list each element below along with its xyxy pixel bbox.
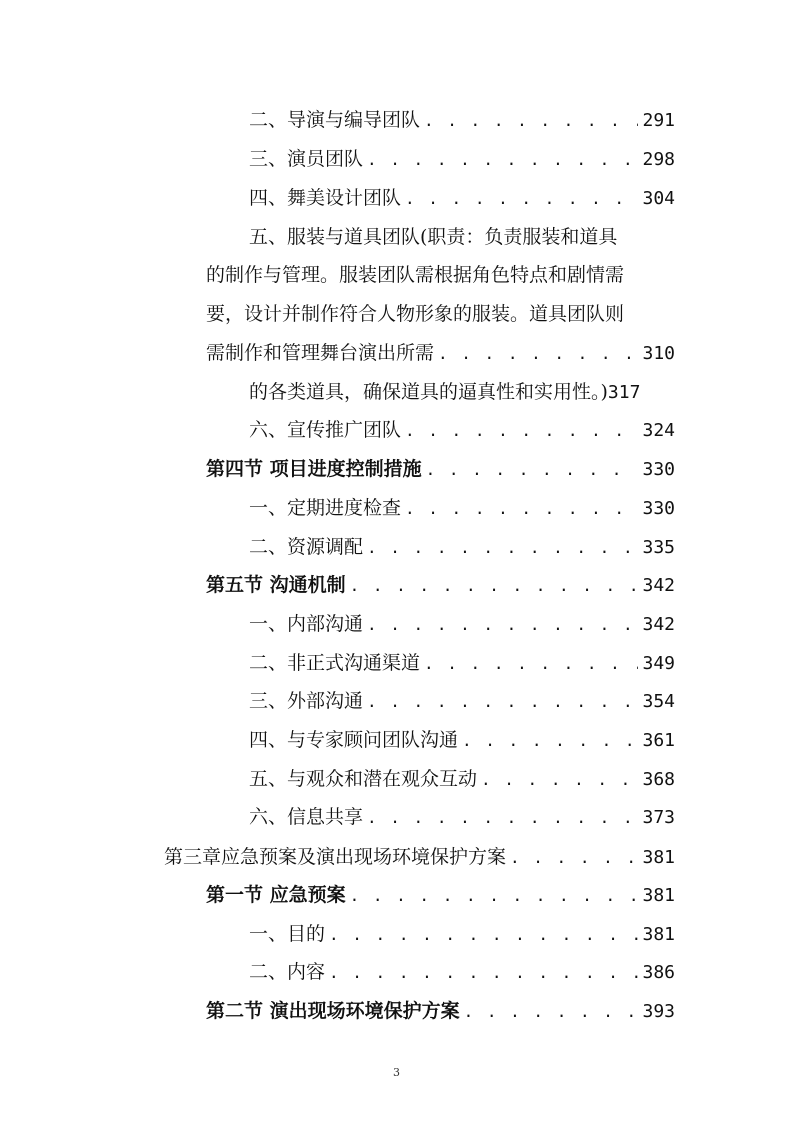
toc-entry-wrapped-line[interactable]: 的制作与管理。服装团队需根据角色特点和剧情需 <box>206 264 625 286</box>
toc-entry[interactable] <box>249 612 675 637</box>
toc-leader-dots <box>464 1000 639 1024</box>
toc-leader-dots <box>426 458 639 482</box>
toc-entry-wrapped-line[interactable]: 五、服装与道具团队(职责：负责服装和道具 <box>249 226 618 248</box>
toc-page-number: 373 <box>642 807 675 828</box>
toc-entry[interactable] <box>249 767 675 792</box>
toc-page-number: 381 <box>642 847 675 868</box>
toc-page-number: 330 <box>642 498 675 519</box>
toc-entry-title: 一、内部沟通 <box>249 613 364 635</box>
toc-leader-dots <box>367 806 638 830</box>
toc-leader-dots <box>438 342 638 366</box>
toc-page-number: 381 <box>642 885 675 906</box>
toc-page-number: 291 <box>642 110 675 131</box>
toc-leader-dots <box>367 690 638 714</box>
toc-entry-wrapped-line[interactable]: 要，设计并制作符合人物形象的服装。道具团队则 <box>206 303 625 325</box>
toc-entry-title: 需制作和管理舞台演出所需 <box>206 342 435 364</box>
toc-entry[interactable] <box>249 805 675 830</box>
toc-leader-dots <box>367 536 638 560</box>
toc-entry-title: 第一节 应急预案 <box>206 884 346 906</box>
toc-leader-dots <box>329 961 638 985</box>
toc-leader-dots <box>350 884 639 908</box>
toc-entry-title: 三、演员团队 <box>249 148 364 170</box>
toc-entry-title: 第五节 沟通机制 <box>206 574 346 596</box>
toc-entry-title: 二、资源调配 <box>249 536 364 558</box>
toc-section-entry[interactable] <box>206 573 675 598</box>
toc-page-number: 386 <box>642 962 675 983</box>
toc-leader-dots <box>405 187 638 211</box>
toc-leader-dots <box>367 613 638 637</box>
toc-entry-title: 六、信息共享 <box>249 806 364 828</box>
toc-entry[interactable] <box>249 689 675 714</box>
toc-entry[interactable] <box>249 418 675 443</box>
toc-page-number: 342 <box>642 614 675 635</box>
toc-leader-dots <box>462 729 638 753</box>
toc-section-entry[interactable] <box>206 457 675 482</box>
toc-page-number: 368 <box>642 769 675 790</box>
toc-entry[interactable] <box>249 108 675 133</box>
toc-section-entry[interactable] <box>206 883 675 908</box>
toc-entry[interactable] <box>249 651 675 676</box>
toc-entry-title: 一、定期进度检查 <box>249 497 402 519</box>
toc-page-number: 304 <box>642 188 675 209</box>
toc-entry[interactable] <box>249 496 675 521</box>
toc-entry[interactable] <box>249 535 675 560</box>
toc-page-number: 381 <box>642 924 675 945</box>
toc-entry-title: 第二节 演出现场环境保护方案 <box>206 1000 460 1022</box>
toc-entry-title: 二、内容 <box>249 961 326 983</box>
toc-entry-title: 二、非正式沟通渠道 <box>249 652 421 674</box>
toc-leader-dots <box>405 419 638 443</box>
toc-page-number: 342 <box>642 575 675 596</box>
toc-page-number: 324 <box>642 420 675 441</box>
toc-leader-dots <box>405 497 638 521</box>
toc-entry-title: 一、目的 <box>249 923 326 945</box>
toc-entry-title: 的各类道具，确保道具的逼真性和实用性。) <box>249 381 608 403</box>
toc-page-number: 330 <box>642 459 675 480</box>
toc-entry-title: 二、导演与编导团队 <box>249 109 421 131</box>
toc-entry[interactable] <box>249 147 675 172</box>
toc-page-number: 349 <box>642 653 675 674</box>
toc-entry-title: 五、与观众和潜在观众互动 <box>249 768 478 790</box>
toc-entry-title: 四、舞美设计团队 <box>249 187 402 209</box>
toc-page-number: 317 <box>607 382 641 403</box>
toc-leader-dots <box>329 923 638 947</box>
toc-page-number: 361 <box>642 730 675 751</box>
toc-page-number: 298 <box>642 149 675 170</box>
toc-leader-dots <box>350 574 639 598</box>
toc-entry-title: 四、与专家顾问团队沟通 <box>249 729 459 751</box>
toc-entry-title: 第四节 项目进度控制措施 <box>206 458 422 480</box>
toc-page-number: 393 <box>642 1001 675 1022</box>
toc-entry[interactable] <box>206 341 675 366</box>
toc-leader-dots <box>510 846 638 870</box>
toc-section-entry[interactable] <box>206 999 675 1024</box>
toc-entry[interactable] <box>249 380 640 405</box>
toc-entry-title: 三、外部沟通 <box>249 690 364 712</box>
toc-chapter-entry[interactable] <box>164 845 675 870</box>
toc-entry[interactable] <box>249 728 675 753</box>
toc-entry[interactable] <box>249 960 675 985</box>
toc-leader-dots <box>367 148 638 172</box>
toc-leader-dots <box>424 652 638 676</box>
toc-leader-dots <box>481 768 638 792</box>
page-footer-number: 3 <box>393 1066 400 1079</box>
toc-entry-title: 六、宣传推广团队 <box>249 419 402 441</box>
toc-page-number: 354 <box>642 691 675 712</box>
toc-page-number: 335 <box>642 537 675 558</box>
toc-leader-dots <box>424 109 638 133</box>
toc-entry[interactable] <box>249 186 675 211</box>
toc-entry[interactable] <box>249 922 675 947</box>
toc-page-number: 310 <box>642 343 675 364</box>
toc-entry-title: 第三章应急预案及演出现场环境保护方案 <box>164 846 507 868</box>
